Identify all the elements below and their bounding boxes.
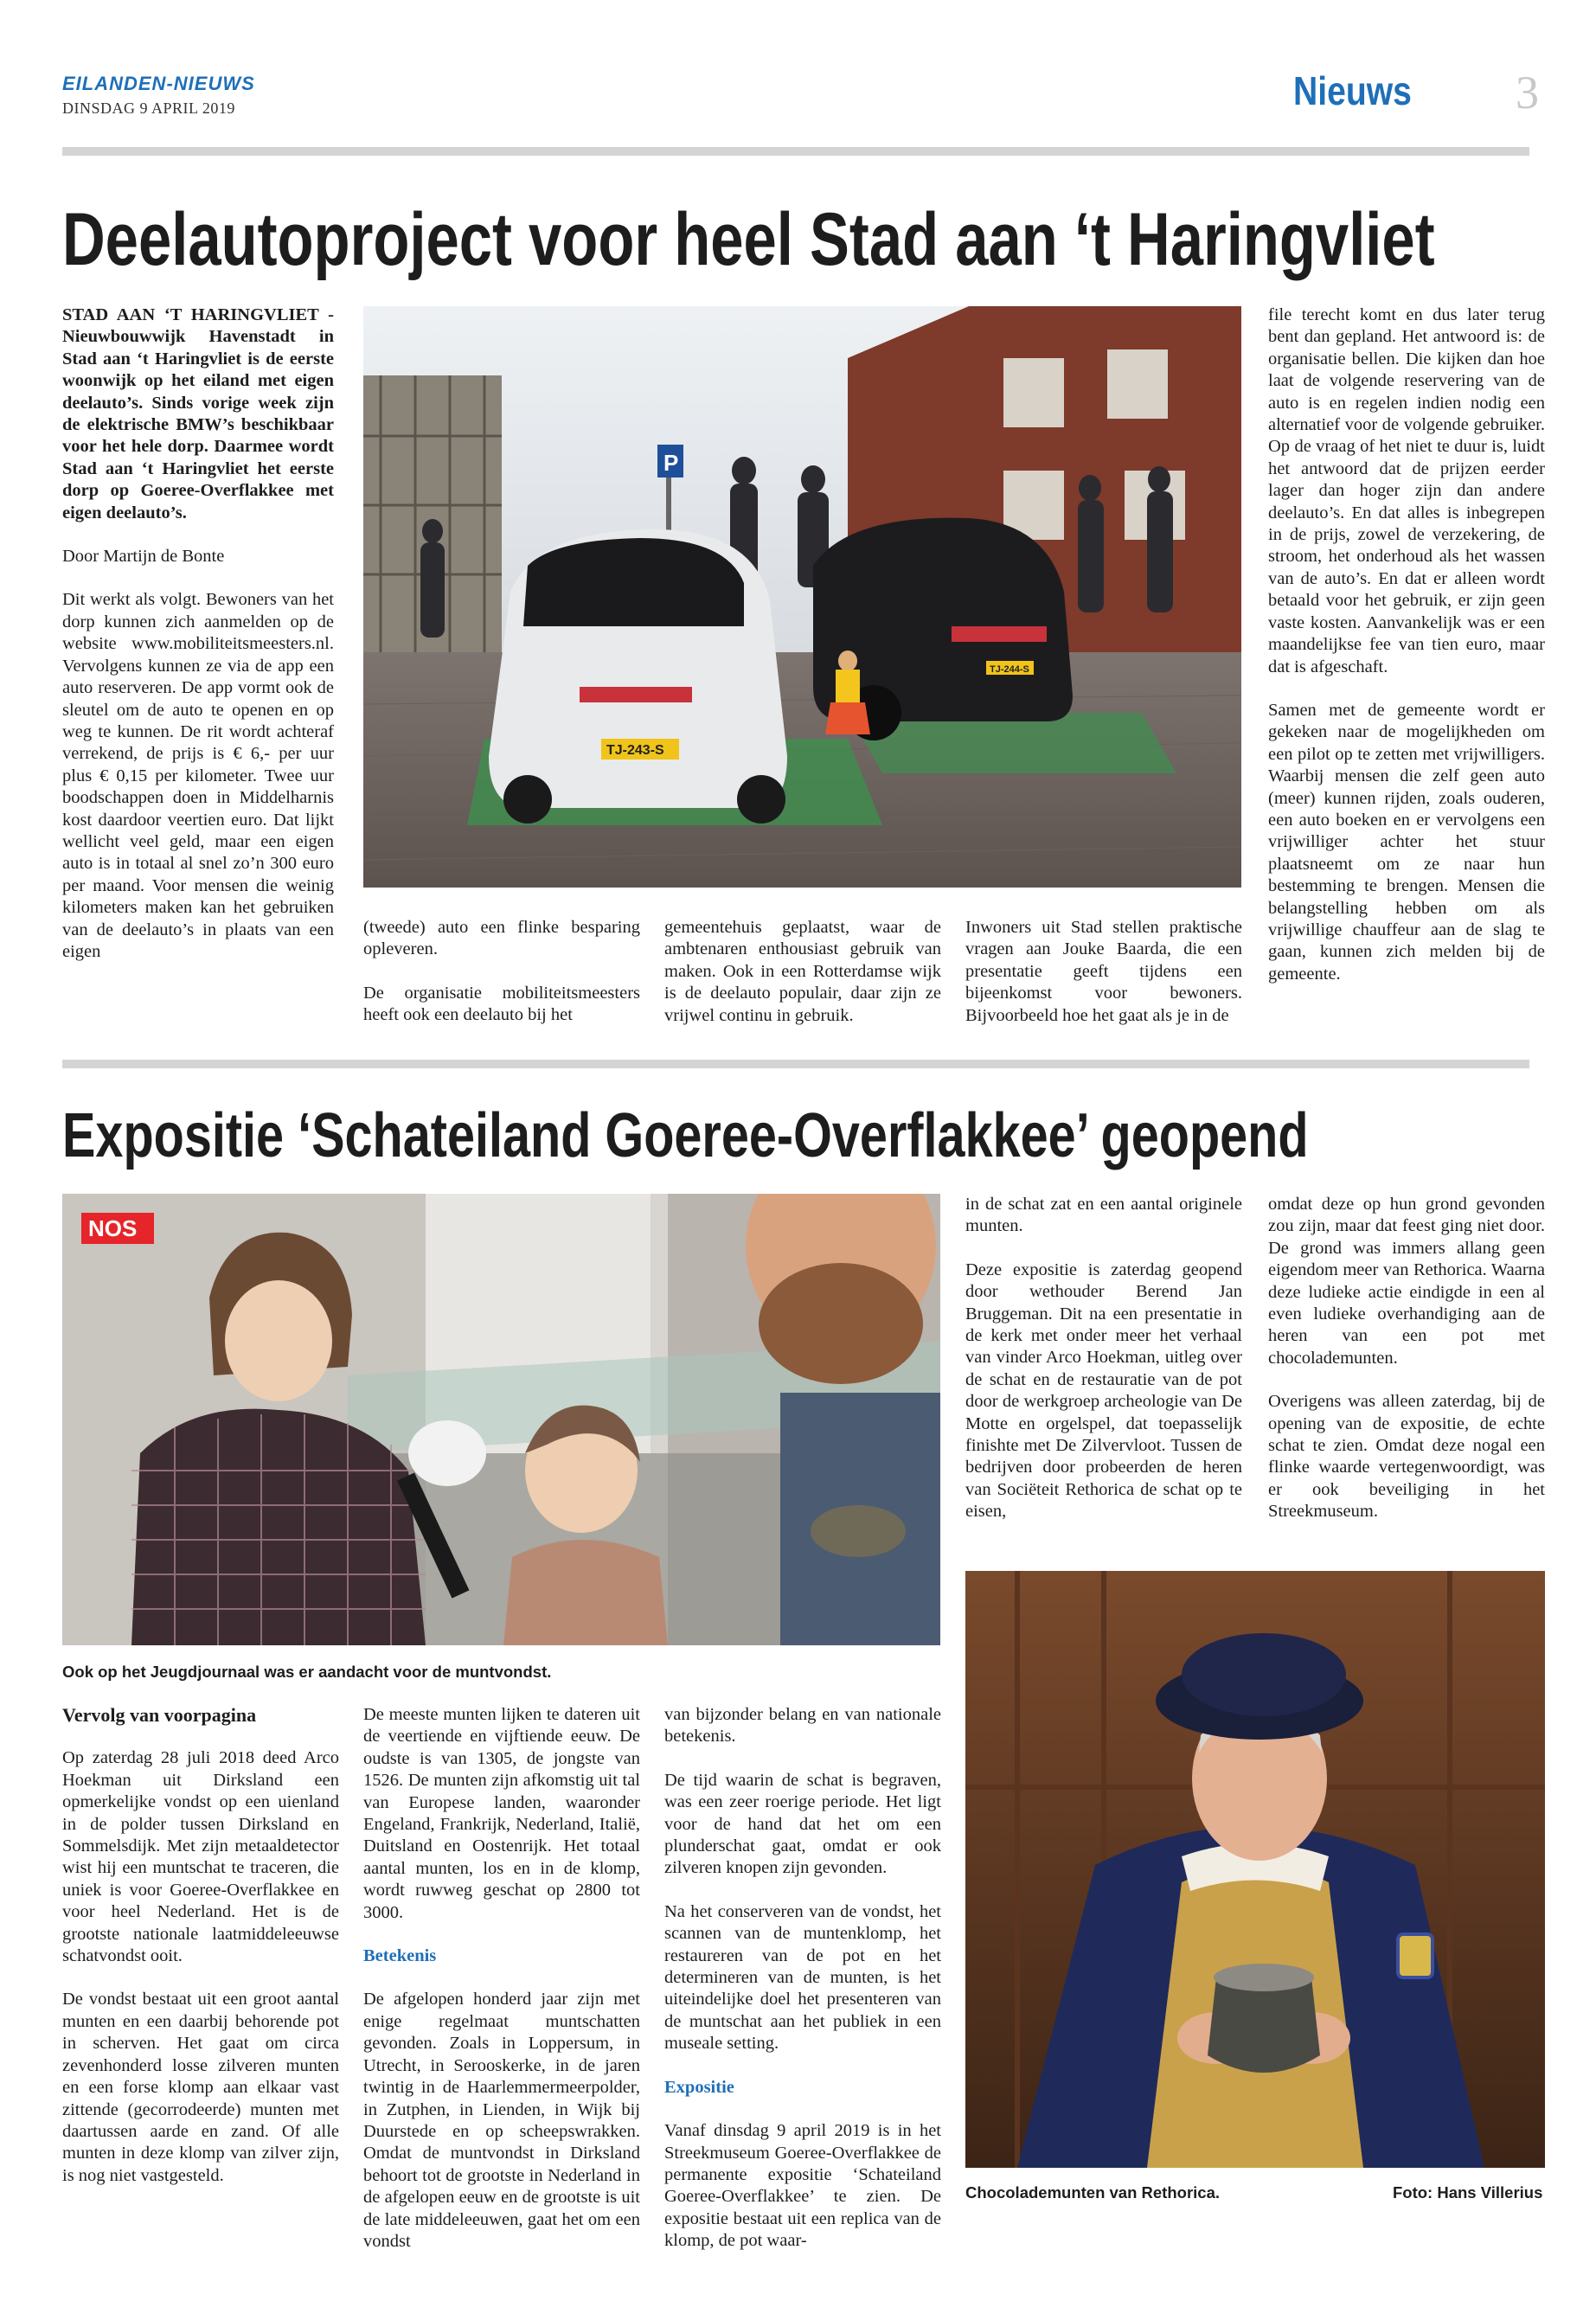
article2-col1-p2: De vondst bestaat uit een groot aantal munten en een daarbij behorende pot in scherven. Het gaat om circa zevenhonderd losse zilveren munten en een forse klomp aan elkaar vast zittende (gecorrodeerde) munten met daartussen aarde en zand. Of alle munten in deze klomp van zilver zijn, is nog niet vastgesteld. xyxy=(62,1990,339,2185)
article2-col3 xyxy=(664,1704,941,2274)
article2-upper-col1-p2: Deze expositie is zaterdag geopend door wethouder Berend Jan Bruggeman. Dit na een presentatie in de kerk met onder meer het verhaal van vinder Arco Hoekman, uitleg over de schat en de restauratie van de pot door de werkgroep archeologie van De Motte en orgelspel, dat toepasselijk finishte met De Zilvervloot. Tussen de bedrijven door probeerden de heren van Sociëteit Rethorica de schat op te eisen, xyxy=(965,1259,1242,1522)
article2-col3-p1: van bijzonder belang en van nationale betekenis. xyxy=(664,1705,941,1747)
article1-col5-p2: Samen met de gemeente wordt er gekeken naar de mogelijkheden om een pilot op te zetten met vrijwilligers. Waarbij mensen die zelf geen auto (meer) kunnen rijden, zoals ouderen, een auto boeken en er vervolgens een vrijwilliger achter het stuur plaatsneemt om ze naar hun bestemming te brengen. Mensen die belangstelling hebben om als vrijwillige chauffeur aan de slag te gaan, kunnen zich melden bij de gemeente. xyxy=(1268,700,1545,984)
article1-col2-p1: (tweede) auto een flinke besparing opleveren. xyxy=(363,918,640,959)
article1-col4-p1: Inwoners uit Stad stellen praktische vragen aan Jouke Baarda, die een presentatie geeft tijdens een bijeenkomst voor bewoners. Bijvoorbeeld hoe het gaat als je in de xyxy=(965,918,1242,1025)
article2-col3-p3: Na het conserveren van de vondst, het scannen van de muntenklomp, het restaureren van de pot en het determineren van de munten, is het uiteindelijke doel het presenteren van de muntschat aan het publiek in een museale setting. xyxy=(664,1901,941,2054)
article2-col1-heading: Vervolg van voorpagina xyxy=(62,1704,257,1726)
article2-col2-subheading: Betekenis xyxy=(363,1946,437,1966)
article1-col5-p1: file terecht komt en dus later terug bent dan gepland. Het antwoord is: de organisatie bellen. Die kijken dan hoe laat de volgende reservering van de auto is en regelen indien nodig een alternatief voor de volgende gebruiker. Op de vraag of het niet te duur is, luidt het antwoord dat de prijzen eerder lager dan hoger zijn dan andere deelauto’s. En dat alles is inbegrepen in de prijs, zowel de verzekering, de stroom, het onderhoud als het wassen van de auto’s. En dat er alleen wordt betaald voor het gebruik, er zijn geen vaste kosten. Aanvankelijk was er een maandelijkse fee van tien euro, maar dat is afgeschaft. xyxy=(1268,305,1545,676)
article2-col2-p2: De afgelopen honderd jaar zijn met enige regelmaat muntschatten gevonden. Zoals in Loppersum, in Utrecht, in Serooskerke, in de jaren twintig in de Haarlemmermeerpolder, in Zutphen, in Lienden, in Wijk bij Duurstede en op scheepswrakken. Omdat de muntvondst in Dirksland behoort tot de grootste in Nederland in de afgelopen eeuw en de grootste is uit de late middeleeuwen, gaat het om een vondst xyxy=(363,1990,640,2251)
article1-col4 xyxy=(965,917,1242,1048)
article2-col3-p4: Vanaf dinsdag 9 april 2019 is in het Streekmuseum Goeree-Overflakkee de permanente expositie ‘Schateiland Goeree-Overflakkee’ te zien. De expositie bestaat uit een replica van de klomp, de pot waar- xyxy=(664,2121,941,2251)
photo2-caption: Chocolademunten van Rethorica. xyxy=(965,2183,1220,2202)
article1-col1 xyxy=(62,304,334,984)
article2-headline: Expositie ‘Schateiland Goeree-Overflakkee’ geopend xyxy=(62,1101,1309,1170)
article1-lead: STAD AAN ‘T HARINGVLIET - Nieuwbouwwijk Havenstadt in Stad aan ‘t Haringvliet is de eerste woonwijk op het eiland met eigen deelauto’s. Sinds vorige week zijn de elektrische BMW’s beschikbaar voor het hele dorp. Daarmee wordt Stad aan ‘t Haringvliet het eerste dorp op Goeree-Overflakkee met eigen deelauto’s. xyxy=(62,305,334,522)
top-rule xyxy=(62,147,1529,156)
masthead-logo: EILANDEN-NIEUWS xyxy=(62,73,255,94)
jeugdjournaal-illustration xyxy=(62,1194,940,1645)
jeugdjournaal-photo xyxy=(62,1194,940,1645)
front-license-plate: TJ-243-S xyxy=(606,743,664,758)
article2-col2-p1: De meeste munten lijken te dateren uit de veertiende en vijftiende eeuw. De oudste is van 1305, de jongste van 1526. De munten zijn afkomstig uit tal van Europese landen, waaronder Engeland, Frankrijk, Nederland, Italië, Duitsland en Oostenrijk. Het totaal aantal munten, los en in de klomp, wordt ruwweg geschat op 2800 tot 3000. xyxy=(363,1705,640,1922)
article1-col5 xyxy=(1268,304,1545,1007)
middle-rule xyxy=(62,1060,1529,1068)
article1-col3-p1: gemeentehuis geplaatst, waar de ambtenaren enthousiast gebruik van maken. Ook in een Rotterdamse wijk is de deelauto populair, daar zijn ze vrijwel continu in gebruik. xyxy=(664,918,941,1025)
photo2-credit: Foto: Hans Villerius xyxy=(1393,2183,1543,2202)
article2-col3-p2: De tijd waarin de schat is begraven, was een zeer roerige periode. Het ligt voor de hand dat het om een plunderschat gaat, omdat er ook zilveren knopen zijn gevonden. xyxy=(664,1770,941,1878)
article2-upper-col2-p1: omdat deze op hun grond gevonden zou zijn, maar dat feest ging niet door. De grond was immers allang geen eigendom meer van Rethorica. Waarna deze ludieke actie eindigde in een al even ludieke overhandiging aan de heren van een pot met chocolademunten. xyxy=(1268,1195,1545,1368)
article2-upper-col1 xyxy=(965,1194,1242,1545)
section-title: Nieuws xyxy=(1293,68,1412,113)
article1-col2 xyxy=(363,917,640,1048)
nos-logo: NOS xyxy=(88,1215,138,1241)
deelauto-photo-illustration xyxy=(363,306,1241,888)
article2-upper-col1-p1: in de schat zat en een aantal originele munten. xyxy=(965,1195,1242,1236)
article2-col3-subheading: Expositie xyxy=(664,2077,734,2097)
rear-license-plate: TJ-244-S xyxy=(990,664,1029,675)
article1-byline: Door Martijn de Bonte xyxy=(62,547,225,567)
article1-col2-p2: De organisatie mobiliteitsmeesters heeft ook een deelauto bij het xyxy=(363,983,640,1025)
svg-text:P: P xyxy=(663,450,679,476)
deelauto-photo xyxy=(363,306,1241,888)
issue-date: DINSDAG 9 APRIL 2019 xyxy=(62,99,235,117)
article2-upper-col2 xyxy=(1268,1194,1545,1545)
article2-upper-col2-p2: Overigens was alleen zaterdag, bij de opening van de expositie, de echte schat te zien. Omdat deze nogal een flinke waarde vertegenwoordigt, was er ook beveiliging in het Streekmuseum. xyxy=(1268,1392,1545,1522)
article2-col1-p1: Op zaterdag 28 juli 2018 deed Arco Hoekman uit Dirksland een opmerkelijke vondst op een uienland in de polder tussen Dirksland en Sommelsdijk. Met zijn metaaldetector wist hij een muntschat te traceren, die uniek is voor Goeree-Overflakkee en voor heel Nederland. Het is de grootste nationale laatmiddeleeuwse schatvondst ooit. xyxy=(62,1748,339,1966)
article1-col3 xyxy=(664,917,941,1048)
article2-col2 xyxy=(363,1704,640,2274)
photo1-caption: Ook op het Jeugdjournaal was er aandacht voor de muntvondst. xyxy=(62,1663,552,1681)
article1-headline: Deelautoproject voor heel Stad aan ‘t Haringvliet xyxy=(62,198,1435,281)
page-number: 3 xyxy=(1516,67,1539,119)
rethorica-illustration xyxy=(965,1571,1545,2168)
article2-col1 xyxy=(62,1704,339,2208)
rethorica-photo xyxy=(965,1571,1545,2168)
article1-col1-body: Dit werkt als volgt. Bewoners van het dorp kunnen zich aanmelden op de website www.mobiliteitsmeesters.nl. Vervolgens kunnen ze via de app een auto reserveren. De app vormt ook de sleutel om de auto te openen en op weg te kunnen. De rit wordt achteraf verrekend, de prijs is € 6,- per uur plus € 0,15 per kilometer. Twee uur boodschappen doen in Middelharnis kost daardoor veertien euro. Dat lijkt wellicht veel geld, maar een eigen auto is in totaal al snel zo’n 300 euro per maand. Voor mensen die weinig kilometers maken kan het gebruiken van de deelauto’s in plaats van een eigen xyxy=(62,590,334,961)
